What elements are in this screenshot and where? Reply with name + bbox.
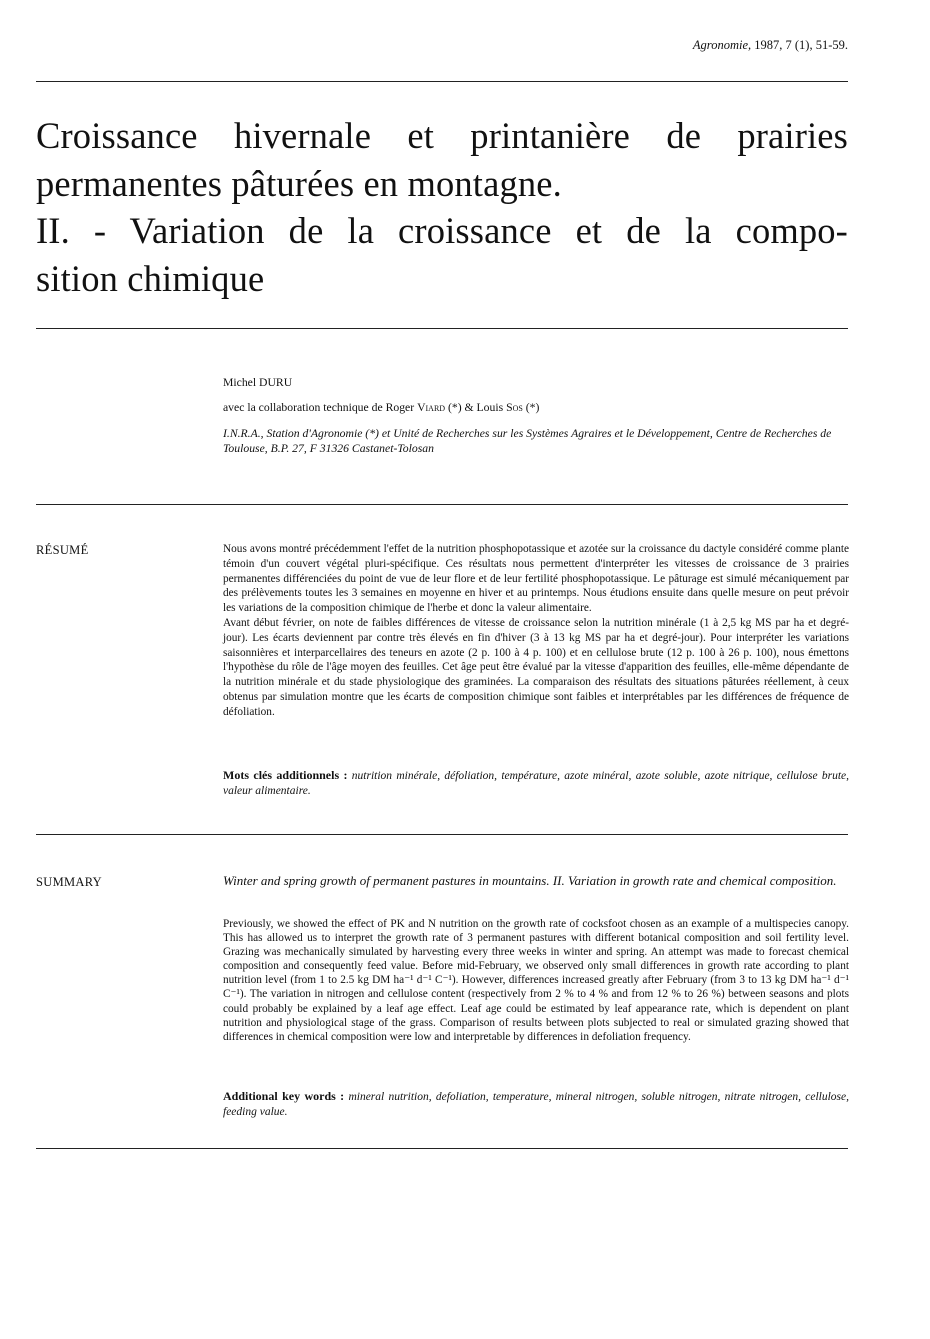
journal-volume-pages: 1987, 7 (1), 51-59. [754, 38, 848, 52]
summary-abstract: Previously, we showed the effect of PK and N nutrition on the growth rate of cocksfoot chosen as an example of a multispecies canopy. This has allowed us to interpret the growth rate of 3 permanent pastures with different botanical composition and soil fertility level. Grazing was mechanically simulated by harvesting every three weeks in winter and spring. An attempt was made to forecast chemical composition and consequently feed value. Before mid-February, we observed only small differences in growth rate according to plant nutrition level (from 1 to 2.5 kg DM ha⁻¹ d⁻¹ C⁻¹). However, differences increased greatly after February (from 3 to 13 kg DM ha⁻¹ d⁻¹ C⁻¹). The variation in nitrogen and cellulose content (respectively from 2 % to 4 % and from 12 % to 26 %) between seasons and plots could probably be explained by a leaf age effect. Leaf age could be estimated by leaf appearance rate, which is dependent on plant nutrition and physiological stage of the grass. Comparison of results between plots subjected to real or simulated grazing showed that differences in chemical composition were low and interpretable by differences in defoliation frequency. [223, 918, 849, 1043]
top-rule [36, 81, 848, 82]
title-line-1: Croissance hivernale et printanière de prairies [36, 115, 848, 156]
resume-paragraph-1: Nous avons montré précédemment l'effet de la nutrition phosphopotassique et azotée sur la croissance du dactyle considéré comme plante témoin d'un couvert végétal pluri-spécifique. Ces résultats nous permettent d'interpréter les vitesses de croissance de 3 prairies permanentes différenciées du point de vue de leur flore et de leur fertilité phosphopotassique. Le pâturage est simulé mécaniquement par des prélèvements toutes les 3 semaines en moyenne en hiver et au printemps. Nous étudions ensuite dans quelle mesure on peut prévoir les variations de la composition chimique de l'herbe et donc la valeur alimentaire. [223, 543, 849, 615]
summary-title: Winter and spring growth of permanent pastures in mountains. II. Variation in growth rate and chemical composition. [223, 873, 837, 888]
authors-rule [36, 504, 848, 505]
summary-keywords-label: Additional key words : [223, 1089, 345, 1103]
resume-paragraph-2: Avant début février, on note de faibles différences de vitesse de croissance selon la nutrition minérale (1 à 2,5 kg MS par ha et degré-jour). Les écarts deviennent par contre très élevés en fin d'hiver (3 à 13 kg MS par ha et degré-jour). Pour interpréter les variations saisonnières et interparcellaires des teneurs en azote (2 p. 100 à 4 p. 100) et en cellulose brute (12 p. 100 à 26 p. 100), nous émettons l'hypothèse du rôle de l'âge moyen des feuilles. Cet âge peut être évalué par la vitesse d'apparition des feuilles, elle-même dépendante de la nutrition minérale et du stade physiologique des graminées. La comparaison des résultats des situations pâturées réellement, à ceux obtenus par simulation montre que les écarts de composition chimique sont faibles et interprétables par les différences de fréquence de défoliation. [223, 616, 849, 718]
title-line-2: permanentes pâturées en montagne. [36, 162, 562, 204]
summary-keywords [223, 1089, 849, 1120]
collab-suffix: (*) [525, 401, 540, 414]
collab-mid: (*) & Louis [447, 401, 504, 414]
author-block [223, 375, 849, 456]
bottom-rule [36, 1148, 848, 1149]
resume-keywords-label: Mots clés additionnels : [223, 768, 348, 782]
resume-label: RÉSUMÉ [36, 543, 89, 557]
collab-name-sos: Sos [506, 401, 523, 414]
journal-citation [693, 38, 848, 53]
title-line-4: sition chimique [36, 257, 265, 299]
title-line-3: II. - Variation de la croissance et de la compo- [36, 210, 848, 251]
collab-name-viard: Viard [417, 401, 446, 414]
author-name: Michel DURU [223, 376, 293, 389]
resume-rule [36, 834, 848, 835]
affiliation: I.N.R.A., Station d'Agronomie (*) et Unité de Recherches sur les Systèmes Agraires et le Développement, Centre de Recherches de Toulouse, B.P. 27, F 31326 Castanet-Tolosan [223, 427, 832, 455]
journal-name: Agronomie, [692, 38, 752, 52]
article-title [36, 112, 848, 302]
resume-keywords-list: nutrition minérale, défoliation, température, azote minéral, azote soluble, azote nitrique, cellulose brute, valeur alimentaire. [223, 770, 849, 797]
summary-keywords-list: mineral nutrition, defoliation, temperature, mineral nitrogen, soluble nitrogen, nitrate nitrogen, cellulose, feeding value. [223, 1091, 849, 1118]
resume-abstract [223, 542, 849, 720]
title-rule [36, 328, 848, 329]
collab-prefix: avec la collaboration technique de Roger [223, 401, 415, 414]
summary-label: SUMMARY [36, 875, 103, 889]
collaboration-line [223, 400, 849, 416]
resume-keywords [223, 768, 849, 799]
